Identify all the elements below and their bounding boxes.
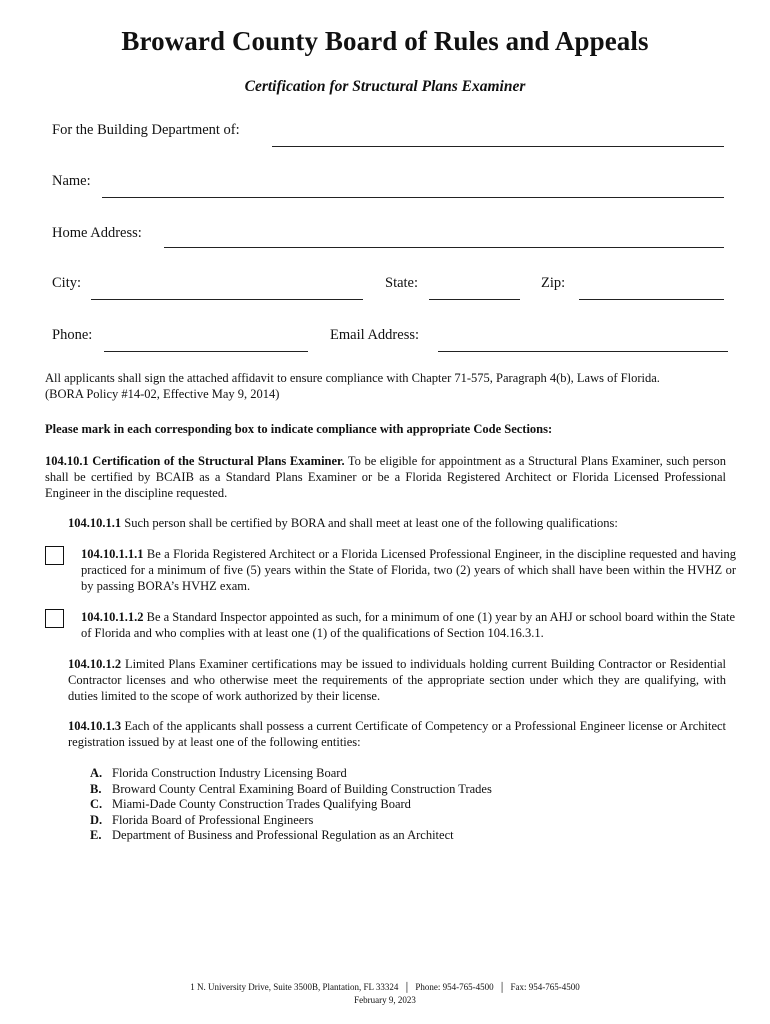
checkbox-104-10-1-1-2[interactable]	[45, 609, 64, 628]
list-item: E. Department of Business and Professional Regulation as an Architect	[90, 828, 454, 843]
section-104-10-1-1	[68, 515, 728, 531]
home-address-field[interactable]	[164, 247, 724, 248]
section-104-10-1-1-2-text: Be a Standard Inspector appointed as such, for a minimum of one (1) year by an AHJ or school board within the State of Florida and who complies with at least one (1) of the qualifications of Section 104.16.3.1.	[81, 610, 736, 640]
name-field[interactable]	[102, 197, 724, 198]
list-item: D. Florida Board of Professional Engineers	[90, 812, 314, 827]
state-field[interactable]	[429, 299, 520, 300]
building-dept-field[interactable]	[272, 146, 724, 147]
section-104-10-1-1-1-number: 104.10.1.1.1	[81, 547, 144, 561]
list-item: B. Broward County Central Examining Board of Building Construction Trades	[90, 781, 492, 796]
intro-line-2: (BORA Policy #14-02, Effective May 9, 2014)	[45, 387, 280, 401]
entities-list	[90, 766, 710, 844]
intro-line-1: All applicants shall sign the attached affidavit to ensure compliance with Chapter 71-575, Paragraph 4(b), Laws of Florida.	[45, 371, 660, 385]
section-104-10-1-1-text: Such person shall be certified by BORA and shall meet at least one of the following qualifications:	[124, 516, 618, 530]
phone-field[interactable]	[104, 351, 308, 352]
section-104-10-1-3-text: Each of the applicants shall possess a current Certificate of Competency or a Professional Engineer license or Architect registration issued by at least one of the following entities:	[68, 719, 727, 749]
list-item: A. Florida Construction Industry Licensing Board	[90, 766, 347, 780]
phone-label: Phone:	[52, 327, 93, 343]
home-address-label: Home Address:	[52, 225, 142, 241]
zip-label: Zip:	[541, 275, 566, 291]
section-104-10-1-1-1-text: Be a Florida Registered Architect or a Florida Licensed Professional Engineer, in the discipline requested and having practiced for a minimum of five (5) years within the State of Florida, two (2) years of which shall have been within the HVHZ or by passing BORA’s HVHZ exam.	[81, 547, 737, 593]
section-104-10-1-1-1	[81, 546, 736, 594]
section-104-10-1-2	[68, 656, 726, 704]
footer-date: February 9, 2023	[354, 995, 416, 1005]
footer-contact: 1 N. University Drive, Suite 3500B, Plantation, FL 33324 │ Phone: 954-765-4500 │ Fax: 954-765-4500	[190, 982, 580, 992]
checkbox-104-10-1-1-1[interactable]	[45, 546, 64, 565]
section-104-10-1-3	[68, 718, 726, 750]
footer-fax: Fax: 954-765-4500	[510, 982, 580, 992]
section-104-10-1-3-number: 104.10.1.3	[68, 719, 122, 733]
section-104-10-1-1-2-number: 104.10.1.1.2	[81, 610, 144, 624]
intro-paragraph	[45, 370, 745, 402]
section-104-10-1-text: To be eligible for appointment as a Structural Plans Examiner, such person shall be certified by BCAIB as a Standard Plans Examiner or be a Florida Registered Architect or Florida Licensed Professional Engineer in the discipline requested.	[45, 454, 727, 500]
name-label: Name:	[52, 173, 91, 189]
city-field[interactable]	[91, 299, 363, 300]
zip-field[interactable]	[579, 299, 724, 300]
footer-phone: Phone: 954-765-4500	[415, 982, 494, 992]
section-104-10-1	[45, 453, 726, 501]
email-label: Email Address:	[330, 327, 420, 343]
section-104-10-1-2-text: Limited Plans Examiner certifications may be issued to individuals holding current Building Contractor or Residential Contractor licenses and who otherwise meet the requirements of the appropriate section under which they are qualifying, with duties limited to the scope of work authorized by their license.	[68, 657, 727, 703]
section-104-10-1-1-2	[81, 609, 736, 641]
page-title: Broward County Board of Rules and Appeals	[121, 26, 649, 56]
instruction-text: Please mark in each corresponding box to indicate compliance with appropriate Code Sections:	[45, 422, 553, 436]
page-subtitle: Certification for Structural Plans Examiner	[244, 78, 526, 95]
footer-address: 1 N. University Drive, Suite 3500B, Plantation, FL 33324	[190, 982, 399, 992]
section-104-10-1-1-number: 104.10.1.1	[68, 516, 122, 530]
state-label: State:	[385, 275, 419, 291]
building-dept-label: For the Building Department of:	[52, 122, 240, 138]
section-104-10-1-2-number: 104.10.1.2	[68, 657, 122, 671]
section-104-10-1-heading: 104.10.1 Certification of the Structural Plans Examiner.	[45, 454, 345, 468]
list-item: C. Miami-Dade County Construction Trades Qualifying Board	[90, 797, 411, 812]
city-label: City:	[52, 275, 82, 291]
email-field[interactable]	[438, 351, 728, 352]
